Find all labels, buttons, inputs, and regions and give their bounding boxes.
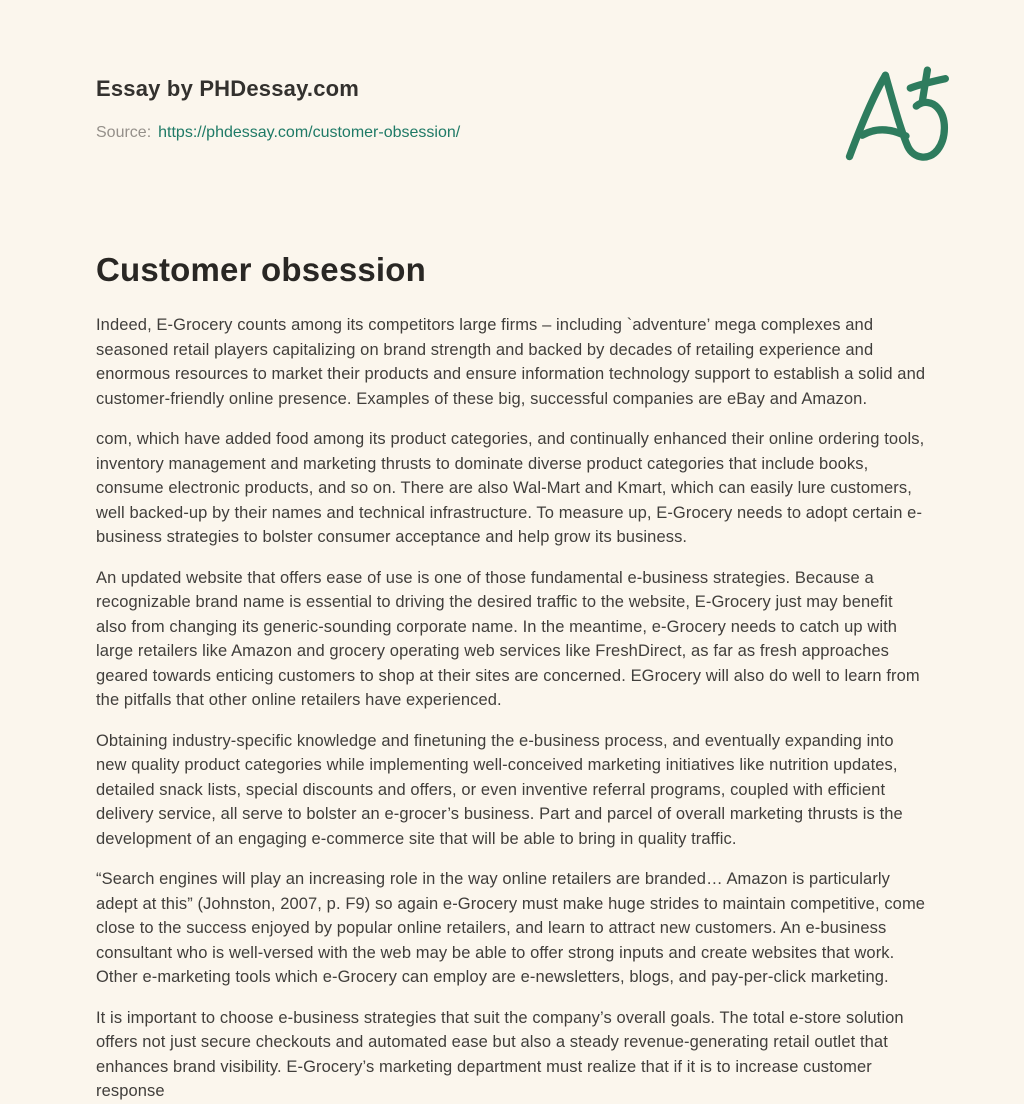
header-text-block bbox=[96, 76, 460, 142]
logo-a-crossbar bbox=[862, 130, 906, 136]
document-header bbox=[96, 76, 928, 166]
a-plus-logo-icon bbox=[838, 65, 950, 166]
essay-title: Customer obsession bbox=[96, 251, 427, 288]
essay-paragraph-2: com, which have added food among its product categories, and continually enhanced their online ordering tools, inventory management and marketing thrusts to dominate diverse product categories that include books, consume electronic products, and so on. There are also Wal-Mart and Kmart, which can easily lure customers, well backed-up by their names and technical infrastructure. To measure up, E-Grocery needs to adopt certain e-business strategies to bolster consumer acceptance and help grow its business. bbox=[96, 430, 925, 546]
essay-paragraph-1: Indeed, E-Grocery counts among its competitors large firms – including `adventure’ mega complexes and seasoned retail players capitalizing on brand strength and backed by decades of retailing experience and enormous resources to market their products and ensure information technology support to establish a solid and customer-friendly online presence. Examples of these big, successful companies are eBay and Amazon. bbox=[96, 316, 926, 408]
essay-paragraph-6: It is important to choose e-business strategies that suit the company’s overall goals. The total e-store solution offers not just secure checkouts and automated ease but also a steady revenue-generating retail outlet that enhances brand visibility. E-Grocery’s marketing department must realize that if it is to increase customer response bbox=[96, 1008, 904, 1100]
source-row bbox=[96, 123, 460, 142]
essay-paragraph-3: An updated website that offers ease of use is one of those fundamental e-business strategies. Because a recognizable brand name is essential to driving the desired traffic to the website, E-Grocery just may benefit also from changing its generic-sounding corporate name. In the meantime, e-Grocery needs to catch up with large retailers like Amazon and grocery operating web services like FreshDirect, as far as fresh approaches geared towards enticing customers to shop at their sites are concerned. EGrocery will also do well to learn from the pitfalls that other online retailers have experienced. bbox=[96, 568, 920, 709]
essay-paragraph-5: “Search engines will play an increasing role in the way online retailers are branded… Amazon is particularly adept at this” (Johnston, 2007, p. F9) so again e-Grocery must make huge strides to maintain competitive, come close to the success enjoyed by popular online retailers, and learn to attract new customers. An e-business consultant who is well-versed with the web may be able to offer strong inputs and create websites that work. Other e-marketing tools which e-Grocery can employ are e-newsletters, blogs, and pay-per-click marketing. bbox=[96, 870, 926, 986]
logo-a-left-leg bbox=[849, 75, 885, 156]
source-label: Source: bbox=[96, 124, 152, 141]
essay-paragraph-4: Obtaining industry-specific knowledge and finetuning the e-business process, and eventually expanding into new quality product categories while implementing well-conceived marketing initiatives like nutrition updates, detailed snack lists, special discounts and offers, or even inventive referral programs, coupled with efficient delivery service, all serve to bolster an e-grocer’s business. Part and parcel of overall marketing thrusts is the development of an engaging e-commerce site that will be able to bring in quality traffic. bbox=[96, 731, 903, 848]
source-link[interactable]: https://phdessay.com/customer-obsession/ bbox=[158, 124, 461, 141]
essay-byline: Essay by PHDessay.com bbox=[96, 76, 360, 101]
essay-body bbox=[96, 313, 928, 1104]
